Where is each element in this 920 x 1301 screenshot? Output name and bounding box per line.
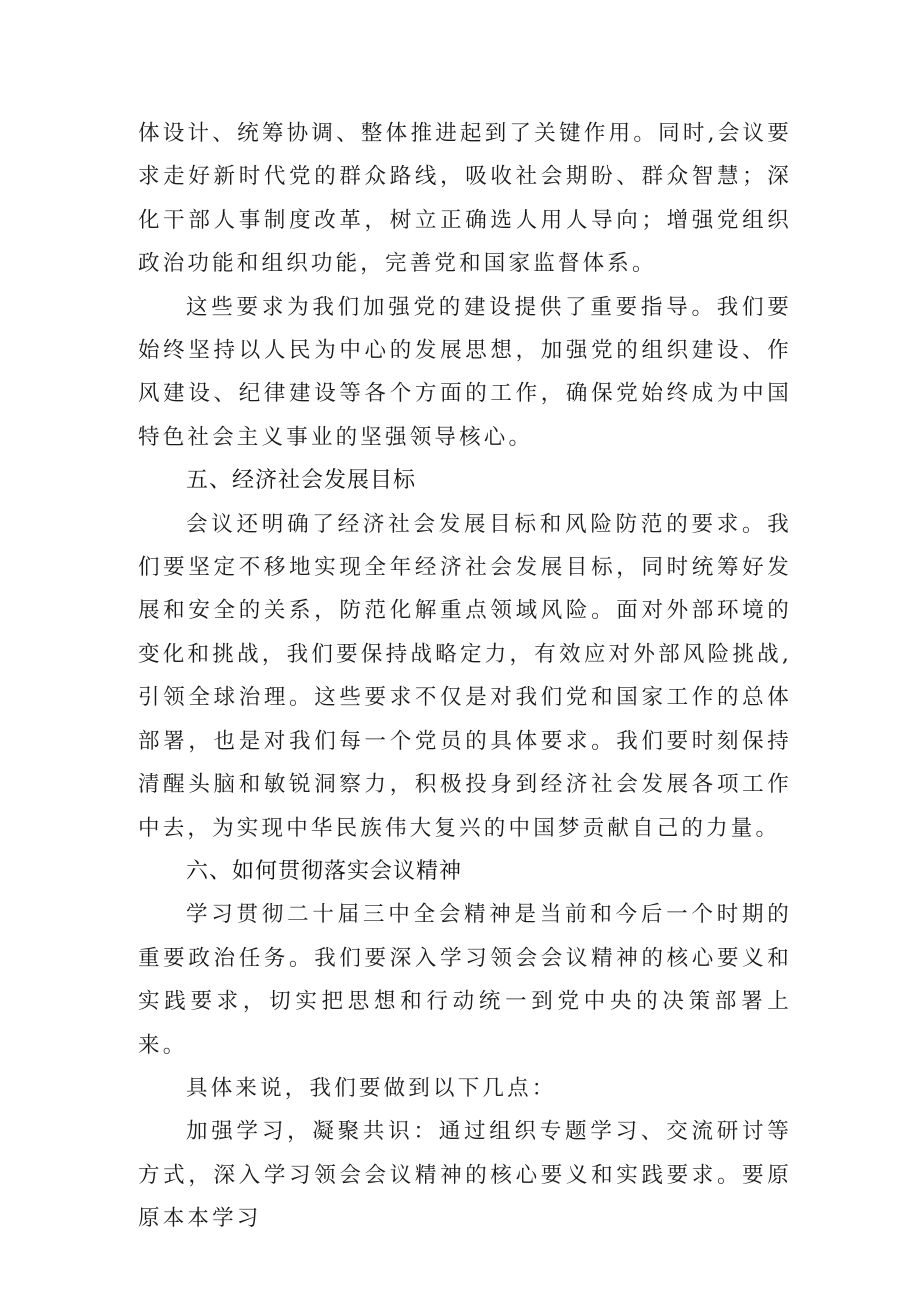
paragraph-3: 会议还明确了经济社会发展目标和风险防范的要求。我们要坚定不移地实现全年经济社会发展目标，同时统筹好发展和安全的关系，防范化解重点领域风险。面对外部环境的变化和挑战，我们要保持战略定力，有效应对外部风险挑战,引领全球治理。这些要求不仅是对我们党和国家工作的总体部署，也是对我们每一个党员的具体要求。我们要时刻保持清醒头脑和敏锐洞察力，积极投身到经济社会发展各项工作中去，为实现中华民族伟大复兴的中国梦贡献自己的力量。 xyxy=(138,511,792,841)
section-heading-6: 六、如何贯彻落实会议精神 xyxy=(186,858,463,884)
paragraph-1: 体设计、统筹协调、整体推进起到了关键作用。同时,会议要求走好新时代党的群众路线，吸收社会期盼、群众智慧；深化干部人事制度改革，树立正确选人用人导向；增强党组织政治功能和组织功能，完善党和国家监督体系。 xyxy=(138,121,792,277)
paragraph-2: 这些要求为我们加强党的建设提供了重要指导。我们要始终坚持以人民为中心的发展思想，加强党的组织建设、作风建设、纪律建设等各个方面的工作，确保党始终成为中国特色社会主义事业的坚强领导核心。 xyxy=(138,294,792,450)
document-body xyxy=(138,112,792,1241)
section-heading-5: 五、经济社会发展目标 xyxy=(186,468,417,494)
paragraph-4: 学习贯彻二十届三中全会精神是当前和今后一个时期的重要政治任务。我们要深入学习领会会议精神的核心要义和实践要求，切实把思想和行动统一到党中央的决策部署上来。 xyxy=(138,902,792,1058)
paragraph-5: 具体来说，我们要做到以下几点： xyxy=(186,1075,557,1101)
paragraph-6: 加强学习，凝聚共识：通过组织专题学习、交流研讨等方式，深入学习领会会议精神的核心要义和实践要求。要原原本本学习 xyxy=(138,1119,792,1232)
